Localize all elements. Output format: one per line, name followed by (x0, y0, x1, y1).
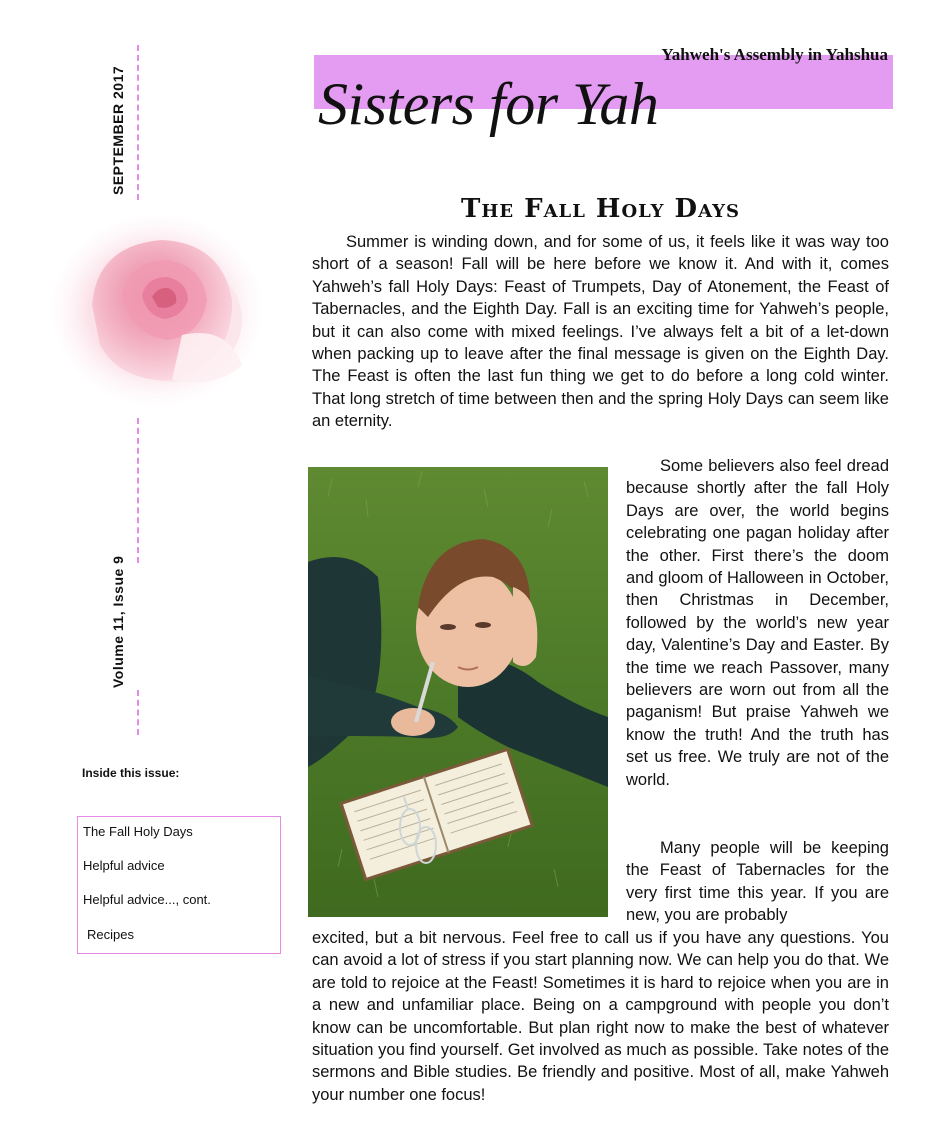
toc-item: Helpful advice (83, 858, 165, 873)
article-paragraph: excited, but a bit nervous. Feel free to call us if you have any questions. You can avoid a lot of stress if you start planning now. We can help you do that. We are told to rejoice at the Feast! Sometimes it is hard to rejoice when you are in a new and unfamiliar place. Being on a campground with people you don’t know can be uncomfortable. But plan right now to make the best of whatever situation you find yourself. Get involved as much as possible. Take notes of the sermons and Bible studies. Be friendly and positive. Most of all, make Yahweh your number one focus! (312, 929, 889, 1104)
divider-middle (137, 418, 139, 563)
article-title: The Fall Holy Days (460, 194, 741, 224)
article-paragraph: Many people will be keeping the Feast of Tabernacles for the very first time this year. If you are new, you are probably (626, 839, 889, 925)
divider-top (137, 45, 139, 200)
inside-this-issue-label: Inside this issue: (82, 766, 180, 780)
toc-item: Helpful advice..., cont. (83, 892, 211, 907)
divider-bottom (137, 690, 139, 735)
rose-image (52, 215, 262, 405)
volume-issue: Volume 11, Issue 9 (110, 555, 126, 688)
article-paragraph: Summer is winding down, and for some of us, it feels like it was way too short of a season! Fall will be here before we know it. And with it, comes Yahweh’s fall Holy Days: Feast of Trumpets, Day of Atonement, the Feast of Tabernacles, and the Eighth Day. Fall is an exciting time for Yahweh’s people, but it can also come with mixed feelings. I’ve always felt a bit of a let-down when packing up to leave after the final message is given on the Eighth Day. The Feast is often the last fun thing we get to do before a long cold winter. That long stretch of time between then and the spring Holy Days can seem like an eternity. (312, 233, 889, 431)
toc-item: The Fall Holy Days (83, 824, 193, 839)
table-of-contents (77, 816, 281, 954)
issue-date: SEPTEMBER 2017 (110, 65, 126, 195)
organization-name: Yahweh's Assembly in Yahshua (661, 45, 888, 64)
woman-reading-bible-photo (308, 467, 608, 917)
article-paragraph: Some believers also feel dread because shortly after the fall Holy Days are over, the world begins celebrating one pagan holiday after the other. First there’s the doom and gloom of Halloween in October, then Christmas in December, followed by the world’s new year day, Valentine’s Day and Easter. By the time we reach Passover, many believers are worn out from all the paganism! But praise Yahweh we know the truth! And the truth has set us free. We truly are not of the world. (626, 457, 889, 789)
toc-item: Recipes (87, 927, 134, 942)
newsletter-title: Sisters for Yah (318, 71, 659, 137)
